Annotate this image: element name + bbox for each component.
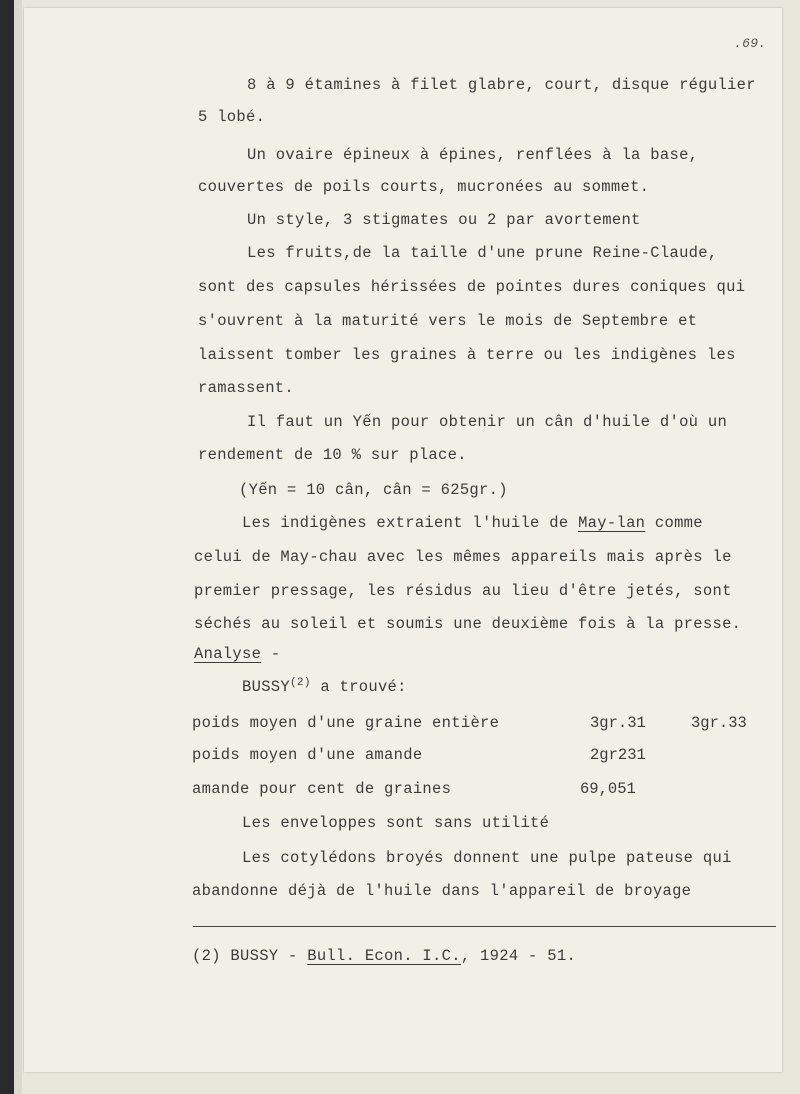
- table-row-label: poids moyen d'une graine entière: [192, 714, 500, 732]
- table-row-label: poids moyen d'une amande: [192, 746, 423, 764]
- footnote: (2) BUSSY - Bull. Econ. I.C., 1924 - 51.: [192, 947, 577, 965]
- book-binding: [0, 0, 14, 1094]
- text-line: Les enveloppes sont sans utilité: [242, 814, 550, 832]
- text-line: s'ouvrent à la maturité vers le mois de Septembre et: [198, 312, 698, 330]
- text-line: celui de May-chau avec les mêmes appareils mais après le: [194, 548, 732, 566]
- text-line: Un ovaire épineux à épines, renflées à la base,: [247, 146, 699, 164]
- text-line: Les fruits,de la taille d'une prune Reine-Claude,: [247, 244, 718, 262]
- page-edge: [14, 0, 22, 1094]
- table-cell: 3gr.33: [691, 714, 747, 732]
- text-line: 8 à 9 étamines à filet glabre, court, disque régulier: [247, 76, 756, 94]
- page-number: .69.: [734, 36, 767, 51]
- text-line: (Yến = 10 cân, cân = 625gr.): [239, 481, 508, 499]
- table-cell: 2gr231: [590, 746, 646, 764]
- text-line: séchés au soleil et soumis une deuxième fois à la presse.: [194, 615, 742, 633]
- table-cell: 69,051: [580, 780, 636, 798]
- text-line: rendement de 10 % sur place.: [198, 446, 467, 464]
- text-line: Un style, 3 stigmates ou 2 par avortement: [247, 211, 641, 229]
- text-line: 5 lobé.: [198, 108, 266, 126]
- text-line: laissent tomber les graines à terre ou les indigènes les: [198, 346, 736, 364]
- text-line: Les cotylédons broyés donnent une pulpe pateuse qui: [242, 849, 732, 867]
- document-page: [24, 8, 782, 1072]
- text-line: abandonne déjà de l'huile dans l'appareil de broyage: [192, 882, 692, 900]
- text-line: BUSSY$^{(2)}$ a trouvé:: [242, 677, 407, 696]
- text-line: Les indigènes extraient l'huile de May-lan comme: [242, 514, 703, 532]
- text-line: Il faut un Yến pour obtenir un cân d'huile d'où un: [247, 413, 728, 431]
- table-row-label: amande pour cent de graines: [192, 780, 452, 798]
- text-line: ramassent.: [198, 379, 295, 397]
- footnote-divider: [193, 926, 776, 927]
- table-cell: 3gr.31: [590, 714, 646, 732]
- text-line: premier pressage, les résidus au lieu d'être jetés, sont: [194, 582, 732, 600]
- text-line: couvertes de poils courts, mucronées au sommet.: [198, 178, 650, 196]
- section-heading: Analyse -: [194, 645, 281, 663]
- text-line: sont des capsules hérissées de pointes dures coniques qui: [198, 278, 746, 296]
